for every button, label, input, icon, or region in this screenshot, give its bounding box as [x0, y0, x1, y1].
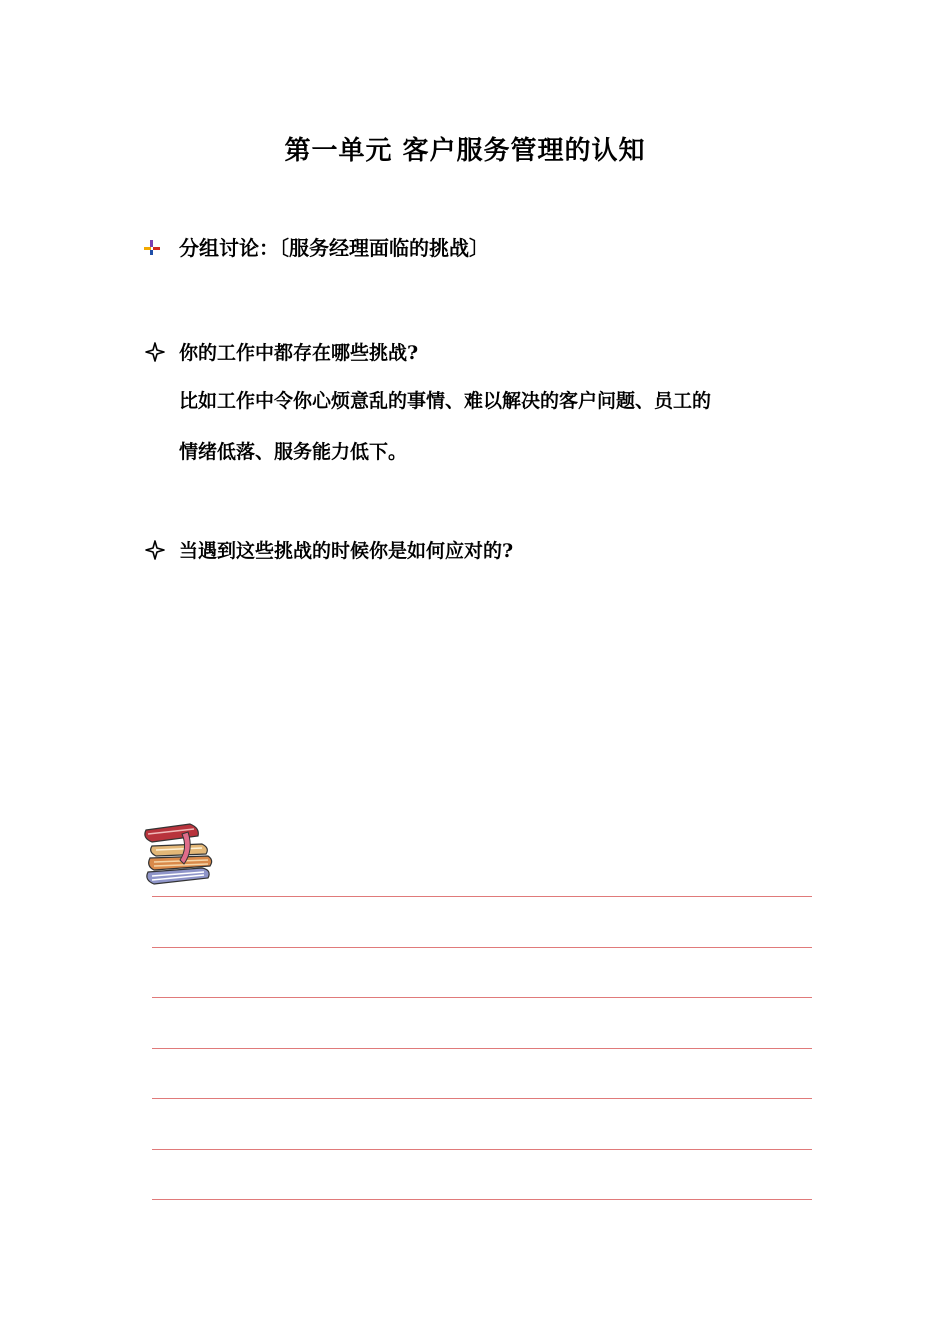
writing-line [152, 1098, 812, 1099]
page-title: 第一单元 客户服务管理的认知 [284, 136, 646, 166]
question-1-text: 你的工作中都存在哪些挑战? [179, 342, 419, 364]
writing-line [152, 997, 812, 998]
question-1 [145, 338, 418, 365]
writing-line [152, 896, 812, 897]
section-heading-text: 分组讨论：〔服务经理面临的挑战〕 [179, 236, 489, 260]
question-1-detail-line-1: 比如工作中令你心烦意乱的事情、难以解决的客户问题、员工的 [179, 390, 712, 412]
colored-cross-bullet-icon [143, 239, 161, 257]
writing-line [152, 1149, 812, 1150]
question-2-text: 当遇到这些挑战的时候你是如何应对的? [179, 540, 514, 562]
writing-lines [152, 896, 812, 1250]
writing-line [152, 947, 812, 948]
stacked-books-icon [142, 820, 222, 890]
writing-line [152, 1199, 812, 1200]
section-heading [143, 232, 489, 261]
writing-line [152, 1048, 812, 1049]
question-2 [145, 536, 513, 563]
four-point-star-icon [145, 540, 165, 560]
four-point-star-icon [145, 342, 165, 362]
question-1-detail-line-2: 情绪低落、服务能力低下。 [179, 441, 408, 463]
